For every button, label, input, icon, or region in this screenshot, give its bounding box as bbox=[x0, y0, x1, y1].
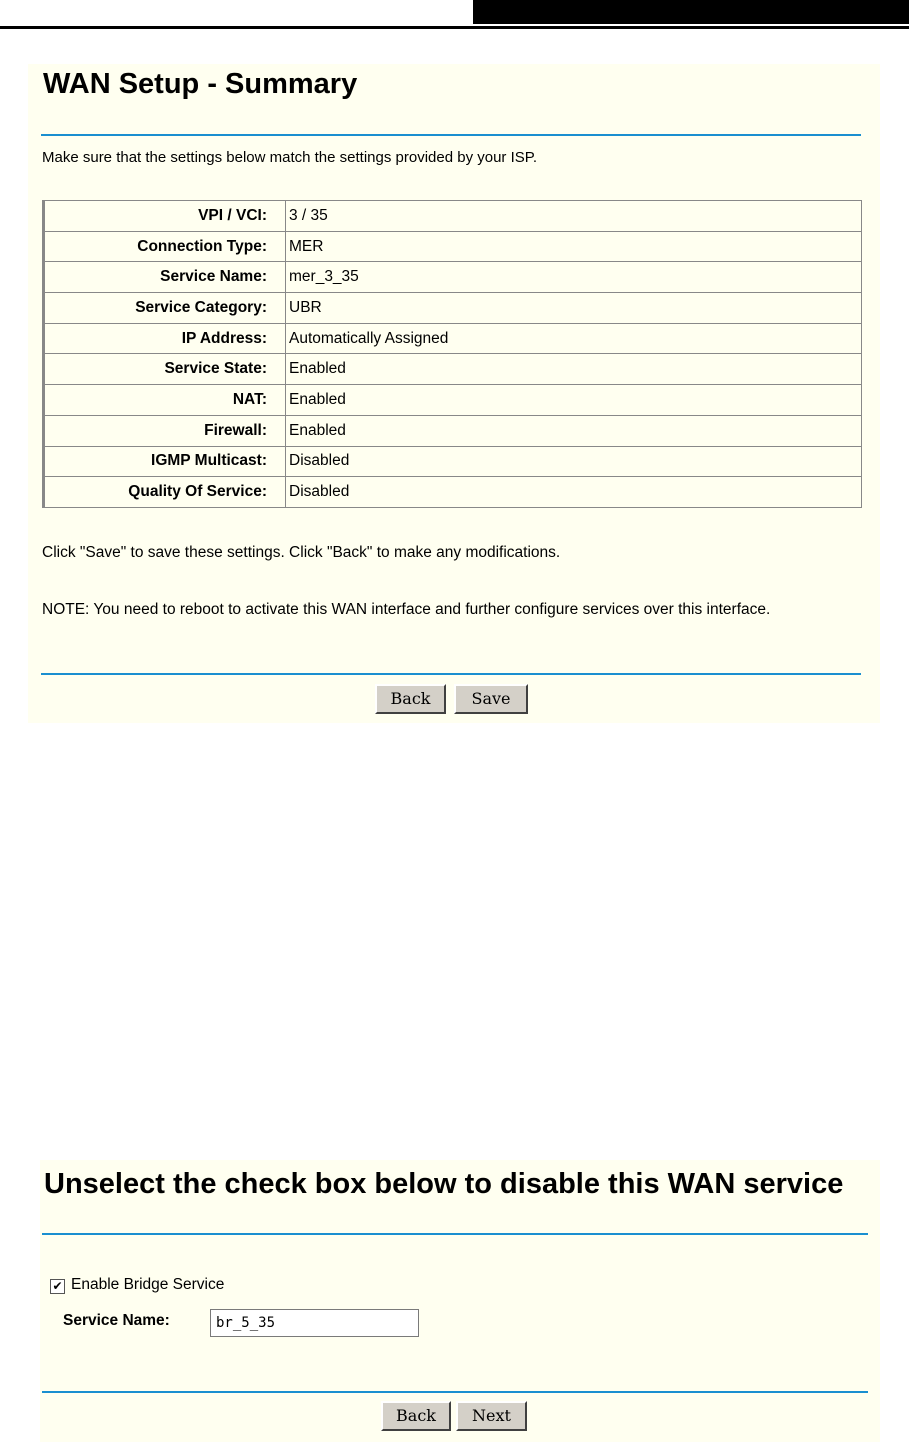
summary-row-value: mer_3_35 bbox=[286, 261, 861, 292]
service-name-label: Service Name: bbox=[63, 1312, 170, 1329]
summary-row-label: Connection Type: bbox=[43, 231, 286, 262]
summary-row-label: Quality Of Service: bbox=[43, 476, 286, 507]
summary-row-value: Enabled bbox=[286, 353, 861, 384]
summary-row-value: 3 / 35 bbox=[289, 206, 328, 224]
summary-row bbox=[43, 323, 861, 354]
wan-summary-panel bbox=[28, 64, 880, 723]
summary-row-value: Enabled bbox=[286, 415, 861, 446]
summary-row bbox=[43, 292, 861, 323]
summary-row-value: UBR bbox=[286, 292, 861, 323]
summary-row-label: Service State: bbox=[43, 353, 286, 384]
intro-text: Make sure that the settings below match the settings provided by your ISP. bbox=[42, 149, 537, 166]
summary-row-label: IGMP Multicast: bbox=[43, 446, 286, 477]
bridge-title-divider bbox=[42, 1233, 868, 1235]
header-bar bbox=[473, 0, 909, 24]
summary-row-label: VPI / VCI: bbox=[43, 201, 286, 231]
summary-row-value: Disabled bbox=[286, 476, 861, 507]
service-name-input[interactable]: br_5_35 bbox=[210, 1309, 419, 1337]
next-button[interactable]: Next bbox=[456, 1401, 527, 1431]
save-hint-text: Click "Save" to save these settings. Click "Back" to make any modifications. bbox=[42, 544, 561, 561]
bridge-service-panel bbox=[40, 1160, 880, 1442]
summary-row-value: Automatically Assigned bbox=[286, 323, 861, 354]
summary-row-label: IP Address: bbox=[43, 323, 286, 354]
summary-row bbox=[43, 476, 861, 507]
summary-table bbox=[42, 200, 862, 508]
enable-bridge-checkbox[interactable]: ✔ bbox=[50, 1279, 65, 1294]
summary-row-label: NAT: bbox=[43, 384, 286, 415]
summary-row bbox=[43, 446, 861, 477]
back-button[interactable]: Back bbox=[375, 684, 446, 714]
header-rule bbox=[0, 26, 909, 29]
summary-row-label: Service Name: bbox=[43, 261, 286, 292]
note-text: NOTE: You need to reboot to activate this WAN interface and further configure services over this interface. bbox=[42, 601, 771, 618]
footer-divider bbox=[41, 673, 861, 675]
summary-row-value: Disabled bbox=[286, 446, 861, 477]
summary-row bbox=[43, 231, 861, 262]
save-button[interactable]: Save bbox=[454, 684, 528, 714]
page-title: WAN Setup - Summary bbox=[43, 68, 358, 100]
summary-row bbox=[43, 384, 861, 415]
summary-row-label: Service Category: bbox=[43, 292, 286, 323]
summary-row bbox=[43, 353, 861, 384]
summary-row bbox=[43, 261, 861, 292]
summary-row-value: Enabled bbox=[286, 384, 861, 415]
summary-row-value: MER bbox=[286, 231, 861, 262]
bridge-footer-divider bbox=[42, 1391, 868, 1393]
summary-row bbox=[43, 415, 861, 446]
bridge-title: Unselect the check box below to disable this WAN service bbox=[44, 1168, 844, 1200]
title-divider bbox=[41, 134, 861, 136]
summary-row bbox=[43, 201, 861, 231]
enable-bridge-label: Enable Bridge Service bbox=[71, 1276, 225, 1293]
summary-row-label: Firewall: bbox=[43, 415, 286, 446]
bridge-back-button[interactable]: Back bbox=[381, 1401, 451, 1431]
